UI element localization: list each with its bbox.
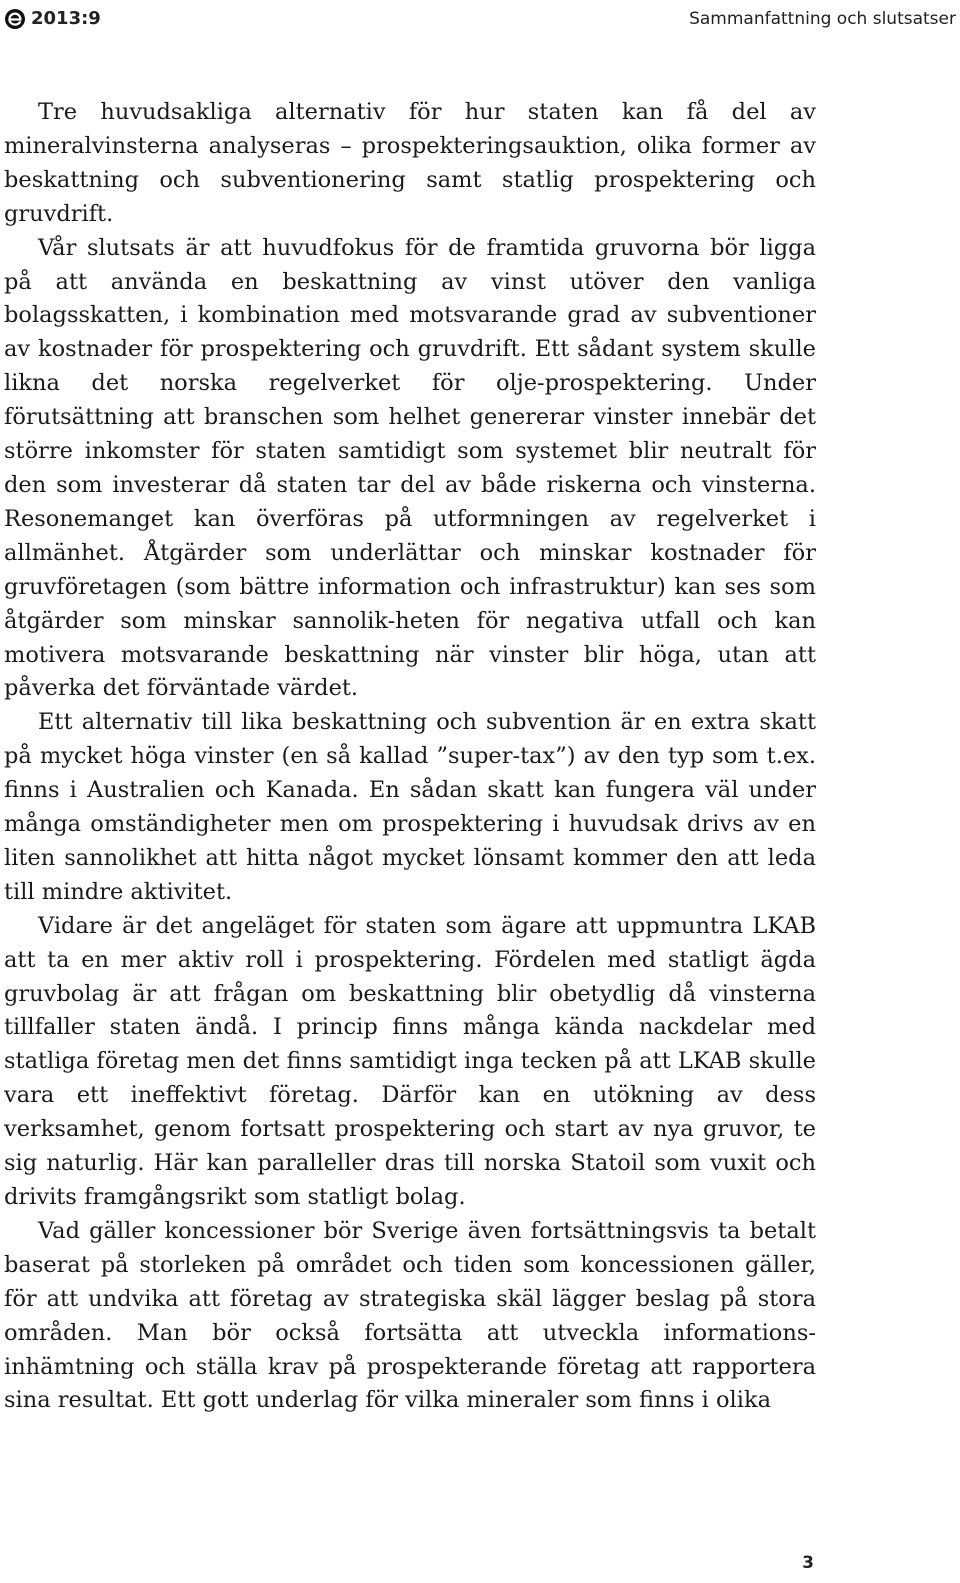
section-title: Sammanfattning och slutsatser	[689, 9, 956, 29]
paragraph-concessions: Vad gäller koncessioner bör Sverige även fortsättningsvis ta betalt baserat på storleken på området och tiden som koncessionen gäller, för att undvika att företag av strategiska skäl lägger beslag på stora områden. Man bör också fortsätta att utveckla informations-inhämtning och ställa krav på prospekterande företag att rapportera sina resultat. Ett gott underlag för vilka mineraler som finns i olika	[4, 1217, 816, 1414]
page-header	[0, 6, 960, 34]
body-text	[4, 96, 816, 1418]
paragraph-conclusion: Vår slutsats är att huvudfokus för de framtida gruvorna bör ligga på att använda en beskattning av vinst utöver den vanliga bolagsskatten, i kombination med motsvarande grad av subventioner av kostnader för prospektering och gruvdrift. Ett sådant system skulle likna det norska regelverket för olje-prospektering. Under förutsättning att branschen som helhet genererar vinster innebär det större inkomster för staten samtidigt som systemet blir neutralt för den som investerar då staten tar del av både riskerna och vinsterna. Resonemanget kan överföras på utformningen av regelverket i allmänhet. Åtgärder som underlättar och minskar kostnader för gruvföretagen (som bättre information och infrastruktur) kan ses som åtgärder som minskar sannolik-heten för negativa utfall och kan motivera motsvarande beskattning när vinster blir höga, utan att påverka det förväntade värdet.	[4, 234, 816, 702]
e-logo-icon	[4, 8, 26, 30]
paragraph-alternatives: Tre huvudsakliga alternativ för hur staten kan få del av mineralvinsterna analyseras – prospekteringsauktion, olika former av beskattning och subventionering samt statlig prospektering och gruvdrift.	[4, 99, 816, 227]
series-number: 2013:9	[31, 8, 101, 29]
page-number: 3	[802, 1553, 814, 1573]
paragraph-super-tax: Ett alternativ till lika beskattning och subvention är en extra skatt på mycket höga vinster (en så kallad ”super-tax”) av den typ som t.ex. finns i Australien och Kanada. En sådan skatt kan fungera väl under många omständigheter men om prospektering i huvudsak drivs av en liten sannolikhet att hitta något mycket lönsamt kommer den att leda till mindre aktivitet.	[4, 709, 816, 905]
paragraph-lkab: Vidare är det angeläget för staten som ägare att uppmuntra LKAB att ta en mer aktiv roll i prospektering. Fördelen med statligt ägda gruvbolag är att frågan om beskattning blir obetydlig då vinsterna tillfaller staten ändå. I princip finns många kända nackdelar med statliga företag men det finns samtidigt inga tecken på att LKAB skulle vara ett ineffektivt företag. Därför kan en utökning av dess verksamhet, genom fortsatt prospektering och start av nya gruvor, te sig naturlig. Här kan paralleller dras till norska Statoil som vuxit och drivits framgångsrikt som statligt bolag.	[4, 912, 816, 1210]
